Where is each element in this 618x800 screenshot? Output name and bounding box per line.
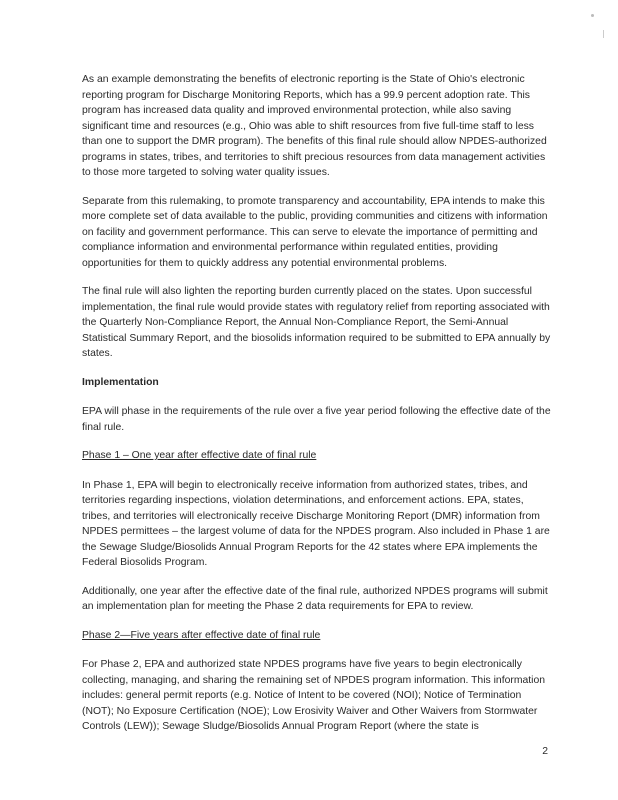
phase2-paragraph-1: For Phase 2, EPA and authorized state NPDES programs have five years to begin electronically collecting, managing, and sharing the remaining set of NPDES program information. This information includes: general permit reports (e.g. Notice of Intent to be covered (NOI); Notice of Termination (NOT); No Exposure Certification (NOE); Low Erosivity Waiver and Other Waivers from Stormwater Controls (LEW)); Sewage Sludge/Biosolids Annual Program Report (where the state is [82, 659, 546, 732]
implementation-intro: EPA will phase in the requirements of the rule over a five year period following the effective date of the final rule. [82, 406, 551, 433]
phase2-heading: Phase 2—Five years after effective date of final rule [82, 629, 321, 641]
document-body [82, 72, 552, 748]
paragraph-ohio-example: As an example demonstrating the benefits of electronic reporting is the State of Ohio's electronic reporting program for Discharge Monitoring Reports, which has a 99.9 percent adoption rate. This program has increased data quality and improved environmental protection, while also saving significant time and resources (e.g., Ohio was able to shift resources from five full-time staff to less than one to support the DMR program). The benefits of this final rule should allow NPDES-authorized programs in states, tribes, and territories to shift precious resources from data management activities to those more targeted to solving water quality issues. [82, 74, 547, 178]
paragraph-transparency: Separate from this rulemaking, to promote transparency and accountability, EPA intends to make this more complete set of data available to the public, providing communities and citizens with information on facility and government performance. This can serve to elevate the importance of permitting and compliance information and environmental performance within regulated entities, providing opportunities for them to quickly address any potential environmental problems. [82, 195, 548, 269]
implementation-heading: Implementation [82, 376, 159, 388]
page-number: 2 [542, 746, 548, 757]
scan-artifact [591, 14, 594, 17]
phase1-paragraph-1: In Phase 1, EPA will begin to electronically receive information from authorized states, tribes, and territories regarding inspections, violation determinations, and enforcement actions. EPA, states, tribes, and territories will electronically receive Discharge Monitoring Report (DMR) information from NPDES permittees – the largest volume of data for the NPDES program. Also included in Phase 1 are the Sewage Sludge/Biosolids Annual Program Reports for the 42 states where EPA implements the Federal Biosolids Program. [82, 479, 550, 568]
scan-artifact-2 [603, 30, 604, 38]
phase1-heading: Phase 1 – One year after effective date of final rule [82, 450, 317, 461]
phase1-paragraph-2: Additionally, one year after the effective date of the final rule, authorized NPDES programs will submit an implementation plan for meeting the Phase 2 data requirements for EPA to review. [82, 585, 548, 612]
paragraph-reporting-burden: The final rule will also lighten the reporting burden currently placed on the states. Upon successful implementation, the final rule would provide states with regulatory relief from reporting associated with the Quarterly Non-Compliance Report, the Annual Non-Compliance Report, the Semi-Annual Statistical Summary Report, and the biosolids information required to be submitted to EPA annually by states. [82, 286, 551, 359]
